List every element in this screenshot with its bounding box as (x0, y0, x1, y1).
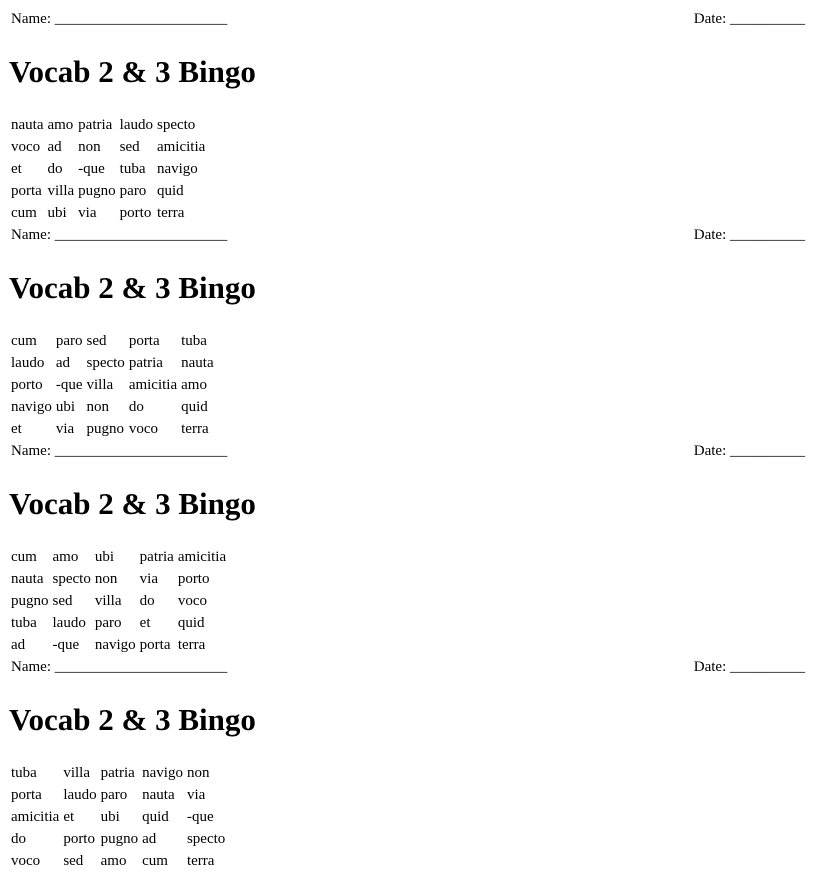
bingo-cell: sed (86, 333, 107, 349)
bingo-sheet-1 (0, 0, 816, 221)
bingo-cell: pugno (86, 421, 124, 437)
bingo-cell: -que (186, 809, 214, 825)
bingo-cell: cum (142, 853, 168, 869)
bingo-cell: non (186, 765, 210, 781)
bingo-cell: porto (63, 831, 95, 847)
bingo-grid (9, 114, 207, 224)
bingo-cell: cum (11, 549, 37, 565)
bingo-cell: porta (128, 333, 160, 349)
bingo-cell: porto (119, 205, 152, 221)
bingo-cell: porta (11, 787, 42, 803)
bingo-cell: pugno (100, 831, 139, 847)
bingo-cell: sed (119, 139, 140, 155)
bingo-row (9, 828, 227, 850)
bingo-cell: do (11, 831, 26, 847)
bingo-cell: amicitia (11, 809, 60, 825)
bingo-cell: amo (47, 117, 74, 133)
bingo-cell: navigo (94, 637, 136, 653)
bingo-cell: porta (11, 183, 42, 199)
bingo-cell: amicitia (128, 377, 178, 393)
bingo-cell: villa (86, 377, 114, 393)
bingo-cell: tuba (11, 615, 37, 631)
bingo-row (9, 374, 216, 396)
bingo-cell: non (78, 139, 101, 155)
bingo-row (9, 546, 228, 568)
bingo-grid (9, 330, 216, 440)
bingo-cell: laudo (11, 355, 45, 371)
bingo-cell: et (63, 809, 75, 825)
bingo-cell: et (11, 421, 22, 437)
bingo-cell: paro (119, 183, 147, 199)
bingo-row (9, 762, 227, 784)
bingo-cell: paro (55, 333, 83, 349)
bingo-cell: specto (186, 831, 226, 847)
bingo-sheet-2 (0, 216, 816, 437)
bingo-cell: voco (128, 421, 158, 437)
bingo-cell: non (94, 571, 118, 587)
bingo-cell: -que (52, 637, 80, 653)
bingo-cell: et (139, 615, 151, 631)
bingo-cell: patria (128, 355, 163, 371)
bingo-cell: villa (94, 593, 122, 609)
bingo-cell: navigo (142, 765, 183, 781)
bingo-cell: cum (11, 333, 37, 349)
bingo-cell: paro (100, 787, 128, 803)
bingo-cell: nauta (181, 355, 214, 371)
bingo-cell: patria (139, 549, 174, 565)
bingo-cell: nauta (11, 117, 44, 133)
bingo-row (9, 180, 207, 202)
bingo-sheet-3 (0, 432, 816, 653)
bingo-row (9, 850, 227, 872)
bingo-cell: laudo (63, 787, 97, 803)
bingo-cell: quid (156, 183, 184, 199)
bingo-cell: ubi (94, 549, 114, 565)
bingo-cell: amo (181, 377, 207, 393)
bingo-cell: patria (100, 765, 135, 781)
bingo-cell: pugno (11, 593, 49, 609)
bingo-cell: specto (156, 117, 196, 133)
bingo-cell: ubi (100, 809, 120, 825)
bingo-cell: tuba (181, 333, 207, 349)
bingo-cell: patria (78, 117, 113, 133)
bingo-cell: specto (52, 571, 91, 587)
bingo-cell: pugno (78, 183, 116, 199)
name-field-label: Name: _______________________ (11, 11, 228, 27)
bingo-cell: porto (11, 377, 43, 393)
bingo-cell: et (11, 161, 22, 177)
bingo-cell: porta (139, 637, 171, 653)
bingo-cell: via (139, 571, 158, 587)
bingo-cell: via (78, 205, 97, 221)
bingo-row (9, 158, 207, 180)
bingo-cell: non (86, 399, 109, 415)
bingo-cell: voco (11, 139, 41, 155)
bingo-row (9, 568, 228, 590)
bingo-cell: ad (55, 355, 70, 371)
bingo-row (9, 330, 216, 352)
bingo-cell: via (186, 787, 206, 803)
bingo-cell: navigo (11, 399, 52, 415)
bingo-cell: nauta (11, 571, 44, 587)
bingo-cell: terra (186, 853, 215, 869)
date-field-label: Date: __________ (693, 659, 805, 675)
bingo-cell: do (47, 161, 63, 177)
bingo-cell: voco (177, 593, 207, 609)
bingo-cell: -que (78, 161, 105, 177)
sheet-title: Vocab 2 & 3 Bingo (9, 54, 256, 89)
bingo-cell: tuba (119, 161, 146, 177)
bingo-row (9, 352, 216, 374)
name-field-label: Name: _______________________ (11, 227, 228, 243)
bingo-cell: paro (94, 615, 122, 631)
bingo-row (9, 136, 207, 158)
bingo-cell: porto (177, 571, 210, 587)
bingo-row (9, 396, 216, 418)
bingo-cell: via (55, 421, 75, 437)
bingo-row (9, 590, 228, 612)
bingo-cell: do (139, 593, 155, 609)
name-field-label: Name: _______________________ (11, 443, 228, 459)
bingo-cell: ubi (47, 205, 67, 221)
bingo-cell: amo (100, 853, 127, 869)
bingo-grid (9, 762, 227, 872)
bingo-cell: cum (11, 205, 37, 221)
bingo-cell: amo (52, 549, 79, 565)
bingo-row (9, 612, 228, 634)
bingo-cell: -que (55, 377, 83, 393)
bingo-cell: ubi (55, 399, 75, 415)
bingo-cell: villa (47, 183, 75, 199)
bingo-cell: terra (181, 421, 209, 437)
bingo-row (9, 784, 227, 806)
bingo-cell: specto (86, 355, 125, 371)
bingo-cell: tuba (11, 765, 37, 781)
bingo-row (9, 114, 207, 136)
bingo-cell: quid (181, 399, 208, 415)
sheet-title: Vocab 2 & 3 Bingo (9, 702, 256, 737)
bingo-cell: terra (177, 637, 206, 653)
bingo-cell: nauta (142, 787, 175, 803)
bingo-cell: do (128, 399, 144, 415)
bingo-cell: ad (11, 637, 26, 653)
bingo-cell: terra (156, 205, 185, 221)
bingo-cell: voco (11, 853, 41, 869)
name-field-label: Name: _______________________ (11, 659, 228, 675)
bingo-row (9, 806, 227, 828)
bingo-sheet-4 (0, 648, 816, 869)
bingo-cell: ad (47, 139, 62, 155)
bingo-cell: ad (142, 831, 157, 847)
date-field-label: Date: __________ (693, 11, 805, 27)
bingo-cell: amicitia (177, 549, 227, 565)
bingo-cell: quid (177, 615, 205, 631)
bingo-cell: navigo (156, 161, 198, 177)
date-field-label: Date: __________ (693, 443, 805, 459)
bingo-cell: quid (142, 809, 169, 825)
bingo-cell: villa (63, 765, 90, 781)
bingo-cell: sed (63, 853, 84, 869)
sheet-title: Vocab 2 & 3 Bingo (9, 270, 256, 305)
bingo-cell: laudo (52, 615, 86, 631)
bingo-grid (9, 546, 228, 656)
bingo-cell: sed (52, 593, 73, 609)
date-field-label: Date: __________ (693, 227, 805, 243)
bingo-cell: laudo (119, 117, 153, 133)
sheet-title: Vocab 2 & 3 Bingo (9, 486, 256, 521)
bingo-cell: amicitia (156, 139, 206, 155)
